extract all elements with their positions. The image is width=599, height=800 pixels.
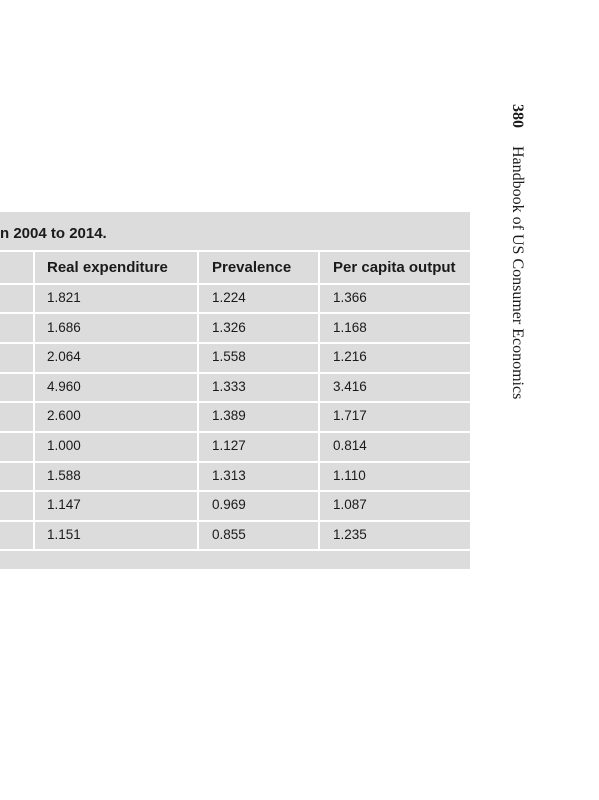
table-rule xyxy=(0,549,470,551)
column-header: Prevalence xyxy=(212,259,292,276)
table-cell: 1.151 xyxy=(47,527,81,542)
table-rule xyxy=(0,342,470,344)
table-cell: 1.389 xyxy=(212,408,246,423)
table-cell: 0.814 xyxy=(333,438,367,453)
page-number: 380 xyxy=(509,104,526,128)
table-cell: 0.855 xyxy=(212,527,246,542)
table-cell: 1.216 xyxy=(333,349,367,364)
table-rule xyxy=(0,431,470,433)
table-cell: 1.686 xyxy=(47,320,81,335)
table-rule xyxy=(0,401,470,403)
book-title: Handbook of US Consumer Economics xyxy=(509,146,526,400)
table-cell: 1.168 xyxy=(333,320,367,335)
table-cell: 1.366 xyxy=(333,290,367,305)
table-cell: 1.333 xyxy=(212,379,246,394)
table-cell: 3.416 xyxy=(333,379,367,394)
column-divider xyxy=(197,250,199,551)
table-rule xyxy=(0,312,470,314)
table-cell: 1.326 xyxy=(212,320,246,335)
table-cell: 1.821 xyxy=(47,290,81,305)
column-header: Per capita output xyxy=(333,259,456,276)
table-cell: 1.717 xyxy=(333,408,367,423)
table-rule xyxy=(0,250,470,252)
column-divider xyxy=(318,250,320,551)
table-cell: 1.235 xyxy=(333,527,367,542)
table-rule xyxy=(0,283,470,285)
table-rule xyxy=(0,490,470,492)
table-cell: 0.969 xyxy=(212,497,246,512)
column-header: Real expenditure xyxy=(47,259,168,276)
table-rule xyxy=(0,461,470,463)
table-cell: 1.224 xyxy=(212,290,246,305)
table-caption: n 2004 to 2014. xyxy=(0,225,107,242)
table-rule xyxy=(0,372,470,374)
table-rule xyxy=(0,520,470,522)
table-cell: 1.087 xyxy=(333,497,367,512)
table-cell: 1.110 xyxy=(333,468,366,483)
table-cell: 2.064 xyxy=(47,349,81,364)
table-cell: 1.127 xyxy=(212,438,246,453)
table-cell: 1.313 xyxy=(212,468,246,483)
table-cell: 2.600 xyxy=(47,408,81,423)
table-cell: 1.147 xyxy=(47,497,81,512)
table-cell: 1.588 xyxy=(47,468,81,483)
table-cell: 1.000 xyxy=(47,438,81,453)
running-head xyxy=(508,104,526,399)
table-cell: 4.960 xyxy=(47,379,81,394)
table-cell: 1.558 xyxy=(212,349,246,364)
column-divider xyxy=(33,250,35,551)
